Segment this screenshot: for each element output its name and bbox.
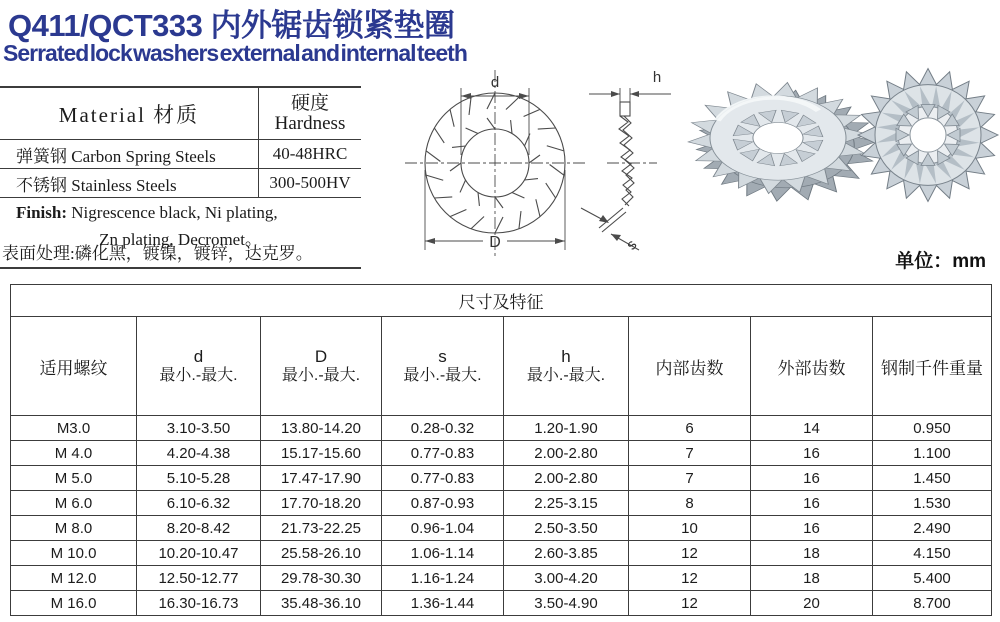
unit-label: 单位：mm	[895, 251, 986, 272]
hardness-header-cell	[259, 88, 361, 139]
col-header-weight: 钢制千件重量	[873, 317, 992, 416]
spec-cell: 3.00-4.20	[504, 566, 629, 591]
spec-cell: 7	[629, 441, 751, 466]
spec-cell: 2.490	[873, 516, 992, 541]
spec-row	[11, 441, 992, 466]
spec-cell: 1.20-1.90	[504, 416, 629, 441]
spec-cell: 25.58-26.10	[261, 541, 382, 566]
spec-cell: 0.96-1.04	[382, 516, 504, 541]
spec-cell: M3.0	[11, 416, 137, 441]
spec-cell: 1.36-1.44	[382, 591, 504, 616]
spec-cell: 14	[751, 416, 873, 441]
spec-cell: 2.60-3.85	[504, 541, 629, 566]
spec-cell: 6.10-6.32	[137, 491, 261, 516]
spec-cell: 16	[751, 441, 873, 466]
dim-label-D: D	[489, 234, 501, 251]
spec-cell: 12	[629, 566, 751, 591]
hardness-header-cn: 硬度	[290, 92, 329, 114]
spec-cell: 4.20-4.38	[137, 441, 261, 466]
spec-row	[11, 416, 992, 441]
spec-table	[10, 284, 992, 616]
spec-cell: 35.48-36.10	[261, 591, 382, 616]
spec-cell: 16.30-16.73	[137, 591, 261, 616]
spec-cell: 16	[751, 516, 873, 541]
hardness-cell: 40-48HRC	[272, 144, 348, 163]
material-row	[0, 140, 361, 169]
spec-cell: M 10.0	[11, 541, 137, 566]
spec-cell: 18	[751, 541, 873, 566]
dim-label-s: s	[622, 236, 641, 254]
spec-cell: 16	[751, 491, 873, 516]
hardness-header-en: Hardness	[274, 112, 346, 134]
finish-line-3: 表面处理:磷化黑，镀镍，镀锌，达克罗。	[2, 244, 313, 263]
spec-cell: 12	[629, 591, 751, 616]
spec-cell: 2.50-3.50	[504, 516, 629, 541]
col-header-h: h 最小.-最大.	[504, 317, 629, 416]
spec-cell: 12.50-12.77	[137, 566, 261, 591]
spec-cell: 1.06-1.14	[382, 541, 504, 566]
col-header-s: s 最小.-最大.	[382, 317, 504, 416]
spec-cell: 5.400	[873, 566, 992, 591]
spec-table-header-row	[11, 317, 992, 416]
col-header-d: d 最小.-最大.	[137, 317, 261, 416]
spec-row	[11, 591, 992, 616]
finish-line-1: Finish: Nigrescence black, Ni plating,	[16, 203, 278, 222]
spec-cell: 8.20-8.42	[137, 516, 261, 541]
technical-drawing	[385, 58, 685, 263]
spec-cell: 17.70-18.20	[261, 491, 382, 516]
spec-cell: 18	[751, 566, 873, 591]
material-header-cell: Material 材质	[0, 88, 259, 139]
col-header-D: D 最小.-最大.	[261, 317, 382, 416]
spec-cell: 12	[629, 541, 751, 566]
finish-note	[0, 198, 361, 269]
material-row	[0, 169, 361, 198]
spec-cell: 5.10-5.28	[137, 466, 261, 491]
col-header-external-teeth: 外部齿数	[751, 317, 873, 416]
spec-cell: 8	[629, 491, 751, 516]
spec-row	[11, 516, 992, 541]
spec-cell: M 5.0	[11, 466, 137, 491]
material-table	[0, 86, 361, 269]
col-header-thread: 适用螺纹	[11, 317, 137, 416]
page-subtitle: Serrated lock washers external and internal teeth	[3, 40, 467, 66]
spec-cell: 2.00-2.80	[504, 466, 629, 491]
spec-cell: M 16.0	[11, 591, 137, 616]
spec-cell: M 12.0	[11, 566, 137, 591]
finish-line-2: Zn plating, Decromet。	[99, 230, 262, 249]
spec-cell: 10	[629, 516, 751, 541]
spec-row	[11, 491, 992, 516]
spec-cell: 21.73-22.25	[261, 516, 382, 541]
material-cell: 不锈钢 Stainless Steels	[0, 169, 259, 197]
spec-cell: 4.150	[873, 541, 992, 566]
spec-cell: 0.950	[873, 416, 992, 441]
spec-cell: 15.17-15.60	[261, 441, 382, 466]
spec-cell: M 4.0	[11, 441, 137, 466]
material-cell: 弹簧钢 Carbon Spring Steels	[0, 140, 259, 168]
spec-cell: 3.50-4.90	[504, 591, 629, 616]
spec-row	[11, 541, 992, 566]
front-view-drawing	[405, 70, 587, 256]
spec-cell: 0.77-0.83	[382, 441, 504, 466]
dim-label-h: h	[652, 69, 662, 86]
spec-table-caption: 尺寸及特征	[11, 285, 992, 317]
spec-cell: 20	[751, 591, 873, 616]
spec-cell: 13.80-14.20	[261, 416, 382, 441]
spec-cell: 0.28-0.32	[382, 416, 504, 441]
spec-row	[11, 466, 992, 491]
spec-cell: 8.700	[873, 591, 992, 616]
spec-cell: 1.16-1.24	[382, 566, 504, 591]
washer-photo-angled	[678, 70, 896, 215]
spec-cell: 17.47-17.90	[261, 466, 382, 491]
dim-label-d: d	[490, 74, 500, 91]
hardness-cell: 300-500HV	[269, 173, 351, 192]
spec-cell: 3.10-3.50	[137, 416, 261, 441]
col-header-internal-teeth: 内部齿数	[629, 317, 751, 416]
spec-cell: 10.20-10.47	[137, 541, 261, 566]
spec-cell: 2.00-2.80	[504, 441, 629, 466]
spec-cell: 1.530	[873, 491, 992, 516]
spec-cell: 1.450	[873, 466, 992, 491]
washer-photo-front	[858, 69, 998, 202]
spec-cell: M 8.0	[11, 516, 137, 541]
material-table-header	[0, 88, 361, 140]
spec-table-caption-row	[11, 285, 992, 317]
spec-cell: 1.100	[873, 441, 992, 466]
spec-cell: 16	[751, 466, 873, 491]
spec-cell: 6	[629, 416, 751, 441]
spec-cell: 0.77-0.83	[382, 466, 504, 491]
spec-cell: 2.25-3.15	[504, 491, 629, 516]
spec-cell: 29.78-30.30	[261, 566, 382, 591]
page-title: Q411/QCT333 内外锯齿锁紧垫圈	[8, 8, 455, 43]
spec-cell: 7	[629, 466, 751, 491]
spec-row	[11, 566, 992, 591]
side-view-drawing	[581, 88, 671, 250]
spec-cell: 0.87-0.93	[382, 491, 504, 516]
finish-label: Finish:	[16, 203, 68, 222]
spec-cell: M 6.0	[11, 491, 137, 516]
product-photos	[678, 58, 1000, 240]
